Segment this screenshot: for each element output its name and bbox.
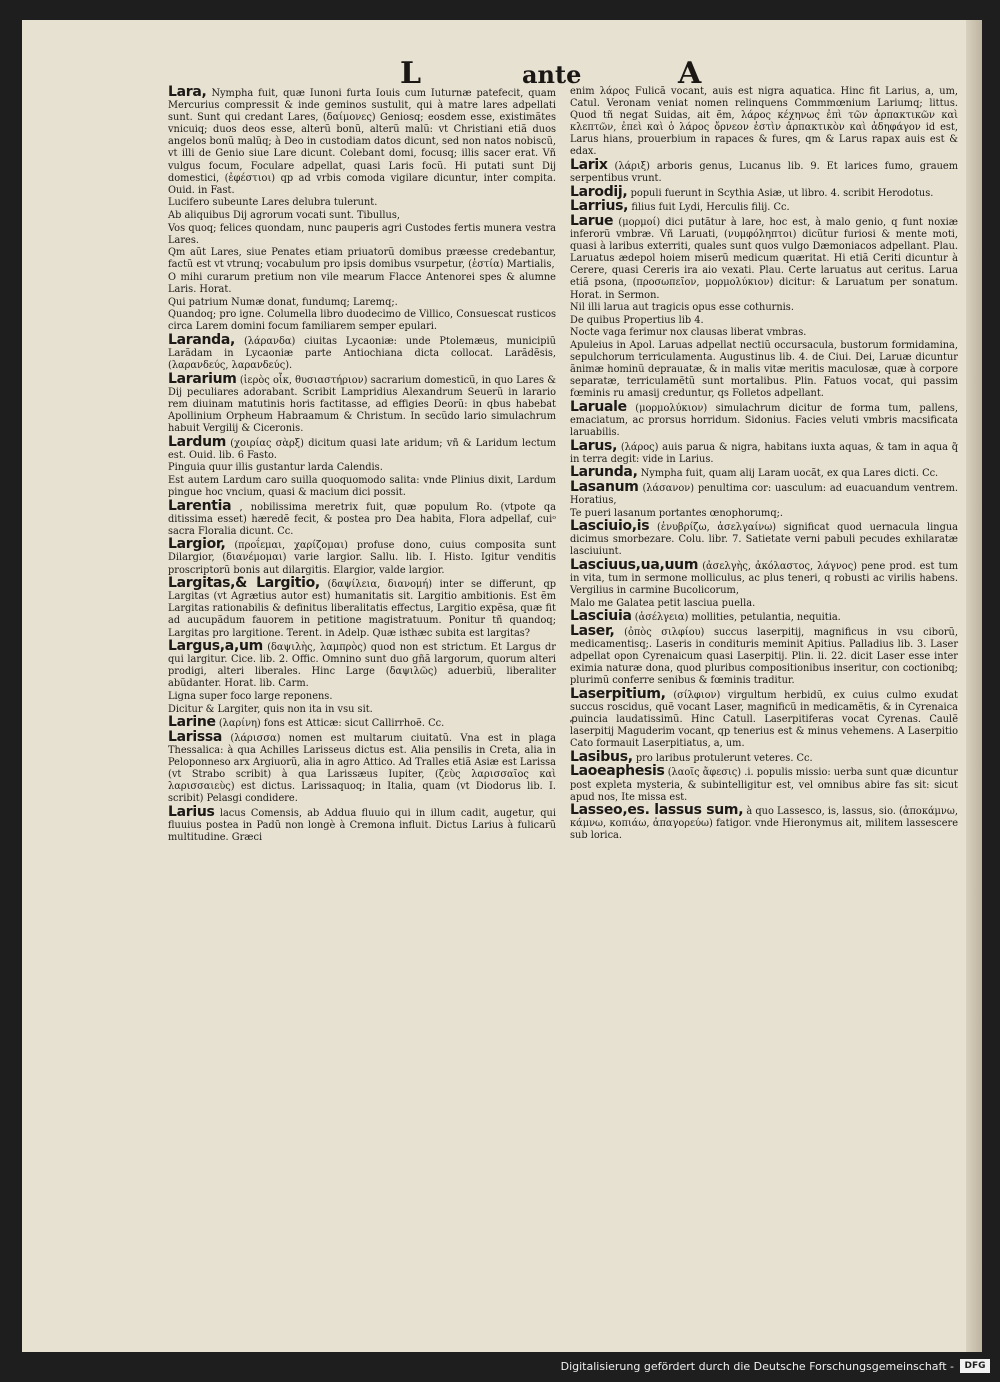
dictionary-entry: [168, 86, 556, 197]
entry-headword: Larius: [168, 803, 215, 820]
entry-headword: Lasciuia: [570, 608, 632, 625]
entry-headword: Largior,: [168, 536, 226, 553]
running-head-center: ante: [522, 60, 582, 89]
dfg-logo: DFG: [960, 1359, 990, 1373]
entry-headword: Lararium: [168, 370, 237, 387]
dictionary-entry: [570, 315, 958, 327]
entry-text: O mihi curarum pretium non vile mearum Flacce Antenorei spes & alumne Laris. Horat.: [168, 271, 556, 295]
entry-headword: Larodij,: [570, 183, 628, 200]
entry-text: Qm aũt Lares, siue Penates etiam priuatorũ domibus præesse credebantur, factũ est vt vtrunq; vocabulum pro ipsis domibus vsurpetur, (ἑστία) Martialis,: [168, 247, 556, 271]
footer-credit: Digitalisierung gefördert durch die Deutsche Forschungsgemeinschaft -: [560, 1360, 954, 1373]
entry-headword: Lardum: [168, 433, 227, 450]
dictionary-entry: [168, 716, 556, 730]
dictionary-entry: [168, 247, 556, 271]
entry-text: (ἐνυβρίζω, ἀσελγαίνω) significat quod uernacula lingua dicimus smorbezare. Colu. libr. 7. Satietate verni pabuli pecudes exhilaratæ lasciuiunt.: [570, 522, 958, 558]
dictionary-entry: [168, 197, 556, 209]
dictionary-entry: [570, 804, 958, 842]
entry-text: (δαψιλὴς, λαμπρὸς) quod non est strictum. Et Largus dr qui largitur. Cice. lib. 2. Offic. Omnino sunt duo gñã largorum, quorum alteri prodigi, alteri liberales. Hinc Large (δαψιλῶς) aduerbiũ, liberaliter abũdanter. Horat. lib. Carm.: [168, 642, 556, 690]
entry-text: Qui patrium Numæ donat, fundumq; Laremq;.: [168, 296, 398, 308]
entry-text: Nocte vaga ferimur nox clausas liberat vmbras.: [570, 327, 807, 339]
dictionary-entry: [168, 462, 556, 474]
entry-text: Ligna super foco large reponens.: [168, 691, 333, 702]
entry-text: , nobilissima meretrix fuit, quæ populum Ro. (vtpote qa ditissima esset) hæredẽ fecit, & postea pro Dea habita, Flora adpellaf, cuiᵒ sacra Floralia dicunt. Cc.: [168, 501, 556, 537]
dictionary-entry: [168, 497, 556, 538]
entry-text: Ab aliquibus Dij agrorum vocati sunt. Tibullus,: [168, 209, 400, 221]
dictionary-entry: [570, 212, 958, 302]
running-head-right: A: [678, 56, 702, 91]
dictionary-entry: [570, 86, 958, 159]
entry-headword: Lasibus,: [570, 748, 633, 765]
dictionary-entry: [168, 728, 557, 806]
entry-headword: Lasciuus,ua,uum: [570, 556, 699, 573]
dictionary-entry: [168, 538, 556, 576]
entry-headword: Larunda,: [570, 464, 638, 481]
dictionary-entry: [570, 327, 958, 339]
dictionary-entry: [570, 159, 958, 185]
entry-text: Te pueri lasanum portantes œnophorumq;.: [570, 507, 784, 519]
entry-text: Dicitur & Largiter, quis non ita in vsu sit.: [168, 703, 373, 715]
entry-text: Nil illi larua aut tragicis opus esse cothurnis.: [570, 302, 794, 314]
entry-text: (λάρανδα) ciuitas Lycaoniæ: unde Ptolemæus, municipiũ Larãdam in Lycaoniæ parte Antiochiana dicta collocat. Larãdẽsis, (λαρανδεύς, λαρανδεύς).: [168, 335, 556, 372]
right-column: [570, 86, 958, 843]
entry-text: populi fuerunt in Scythia Asiæ, ut libro. 4. scribit Herodotus.: [630, 187, 934, 199]
entry-headword: Laranda,: [168, 331, 236, 348]
dictionary-entry: [168, 704, 556, 716]
entry-text: pro laribus protulerunt veteres. Cc.: [635, 752, 813, 764]
dictionary-entry: [168, 272, 556, 296]
entry-headword: Larissa: [168, 728, 223, 745]
entry-text: (λαρίνη) fons est Atticæ: sicut Callirrhoẽ. Cc.: [218, 718, 445, 730]
dictionary-entry: [570, 398, 958, 439]
entry-text: à quo Lassesco, is, lassus, sio. (ἀποκάμνω, κάμνω, κοπιάω, ἀπαγορεύω) fatigor. vnde Hieronymus ait, militem lassescere sub lorica.: [570, 806, 958, 842]
entry-text: (λάσανον) penultima cor: uasculum: ad euacuandum ventrem. Horatius,: [570, 482, 958, 506]
entry-text: enim λάρος Fulicã vocant, auis est nigra aquatica. Hinc fit Larius, a, um, Catul. Veronam veniat nomen relinquens Commmœnium Lariumq; littus. Quod tñ negat Suidas, ait ẽm, λάρος κέχηνως ἐπὶ τῶν ἁρπακτικῶν καὶ κλεπτῶν, ἐπεὶ καὶ ὁ λάρος ὄρνεον ἐστὶν ἁρπακτικὸν καὶ ἀδηφάγον id est, Larus hians, prouerbium in rapaces & fures, qm & Larus rapax auis est & edax.: [570, 86, 958, 158]
entry-text: lacus Comensis, ab Addua fluuio qui in illum cadit, augetur, qui fluuius postea in Padũ non longè à Cremona influit. Dictus Larius à fulicarũ multitudine. Græci: [168, 807, 556, 844]
entry-text: Nympha fuit, quam alij Laram uocãt, ex qua Lares dicti. Cc.: [640, 468, 939, 480]
dictionary-entry: [168, 433, 556, 462]
dictionary-entry: [570, 302, 958, 314]
entry-text: (ἱερὸς οἶκ, θυσιαστήριον) sacrarium domesticũ, in quo Lares & Dij peculiares adorabant. Scribit Lampridius Alexandrum Seuerũ in larario rem diuinam matutinis horis factitasse, ad effigies Deorũ: in qbus habebat Apollinium Orpheum Habraamum & Christum. In secũdo lario simulachrum habuit Vergilij & Ciceronis.: [168, 374, 556, 435]
entry-headword: Largus,a,um: [168, 638, 263, 655]
entry-headword: Larine: [168, 714, 216, 731]
book-page: [22, 20, 982, 1352]
entry-text: Pinguia quur illis gustantur larda Calendis.: [168, 462, 383, 474]
dictionary-entry: [168, 691, 556, 703]
entry-text: (λαοῖς ἄφεσις) .i. populis missio: uerba sunt quæ dicuntur post expleta mysteria, & subintelligitur est, vel omnibus abire fas sit: sicut apud nos, Ite missa est.: [570, 767, 958, 803]
entry-text: Apuleius in Apol. Laruas adpellat nectiũ occursacula, bustorum formidamina, sepulchorum terriculamenta. Augustinus lib. 4. de Ciui. Dei, Laruæ dicuntur ãnimæ hominũ deprauatæ, & in malis vitæ meritis maculosæ, quæ à corpore separatæ, terriculamẽtũ sunt mortalibus. Plin. Fatuos vocat, qui passim fœminis ru amasij creduntur, qs Folletos adpellant.: [570, 339, 958, 400]
dictionary-entry: [168, 577, 556, 639]
entry-headword: Laser,: [570, 622, 615, 639]
entry-headword: Larentia: [168, 497, 232, 514]
dictionary-entry: [168, 475, 556, 499]
entry-text: Malo me Galatea petit lasciua puella.: [570, 597, 756, 609]
dictionary-entry: [570, 437, 958, 466]
left-column: [168, 86, 556, 845]
entry-text: (ὀπὸς σιλφίου) succus laserpitij, magnificus in vsu ciborũ, medicamentisq;. Laseris in condituris meminit Apitius. Palladius lib. 3. Laser adpellat opon Cyrenaicum quasi Laserpitij. Plin. li. 22. dicit Laser esse inter eximia naturæ dona, quod pluribus compositionibus inseritur, con coctionibq; plurimũ conferre senibus & fœminis traditur.: [570, 626, 958, 687]
entry-text: (προΐεμαι, χαρίζομαι) profuse dono, cuius composita sunt Dilargior, (διανέμομαι) varie largior. Sallu. lib. I. Histo. Igitur venditis proscriptorũ bonis aut dilargitis. Elargior, valde largior.: [168, 540, 556, 576]
entry-text: (λάρος) auis parua & nigra, habitans iuxta aquas, & tam in aqua q̃ in terra degit: vide in Larius.: [570, 441, 958, 465]
dictionary-entry: [570, 478, 958, 507]
dictionary-entry: [168, 331, 556, 372]
dictionary-entry: [570, 556, 958, 597]
dictionary-entry: [570, 685, 958, 750]
dictionary-entry: [570, 610, 958, 624]
running-head-left: L: [400, 56, 422, 91]
entry-text: filius fuit Lydi, Herculis filij. Cc.: [631, 202, 790, 214]
entry-headword: Laserpitium,: [570, 685, 666, 702]
entry-text: Est autem Lardum caro suilla quoquomodo salita: vnde Plinius dixit, Lardum pingue hoc vncium, quasi & macium dici possit.: [168, 474, 556, 498]
entry-headword: Largitas,& Largitio,: [168, 575, 320, 592]
entry-text: Vos quoq; felices quondam, nunc pauperis agri Custodes fertis munera vestra Lares.: [168, 222, 556, 246]
entry-text: (ἀσελγὴς, ἀκόλαστος, λάγνος) pene prod. est tum in vita, tum in sermone molliculus, ac plus teneri, q robusti ac virilis habens. Vergilius in carmine Bucolicorum,: [570, 560, 958, 597]
dictionary-entry: [168, 210, 556, 222]
dictionary-entry: [168, 640, 556, 690]
entry-text: (μορμοί) dici putãtur à lare, hoc est, à malo genio, q funt noxiæ inferorũ vmbræ. Vñ Laruati, (νυμφόληπτοι) dicũtur furiosi & mente moti, quasi à laribus exterriti, quales sunt quos vulgo Dæmoniacos adpellant. Plau. Laruatus ædepol hoiem miserũ medicum quæritat. Hi etiã Ceriti dicuntur à Cerere, quasi Cereris ira aio vexati. Plau. Certe laruatus aut ceritus. Larua etiã psona, (προσωπεῖον, μορμολύκιον) dicitur: & Laruatum per sonatum. Horat. in Sermon.: [570, 216, 958, 301]
dictionary-entry: [570, 340, 958, 400]
entry-headword: Lara,: [168, 84, 207, 100]
entry-headword: Lasanum: [570, 478, 639, 495]
dictionary-entry: [168, 370, 556, 435]
entry-headword: Lasseo,es. lassus sum,: [570, 802, 744, 819]
dictionary-entry: [570, 765, 958, 803]
dictionary-entry: [570, 520, 958, 558]
entry-text: (δαψίλεια, διανομή) inter se differunt, qp Largitas (vt Agrætius autor est) humanitatis sit. Largitio ambitionis. Est ẽm Largitas rationabilis & definitus liberalitatis effectus, Largitio expẽsa, quæ fit ad aucupãdum fauorem in petitione magistratuum. Ponitur tñ quandoq; Largitas pro largitione. Terent. in Adelp. Quæ isthæc subita est largitas?: [168, 579, 556, 639]
entry-text: Nympha fuit, quæ Iunoni furta Iouis cum Iuturnæ patefecit, quam Mercurius compressit & inde geminos sustulit, qui à matre lares adpellati sunt. Sunt qui credant Lares, (δαίμονες) Geniosq; eosdem esse, existimãtes vnicuiq; duos deos esse, alterũ bonũ, alterũ malũ: vt Christiani etiã duos angelos bonũ malũq; à Deo in custodiam datos dicunt, sed non natos nobiscũ, vt illi de Genio siue Lare dicunt. Colebant domi, focusq; illis sacer erat. Vñ vulgus focum, Foculare adpellat, quasi Laris focũ. Hi putati sunt Dij domestici, (ἐφέστιοι) qp ad vrbis comoda vigilare dicuntur, inter compita. Ouid. in Fast.: [168, 88, 556, 196]
dictionary-entry: [168, 223, 556, 247]
dictionary-entry: [168, 803, 556, 844]
entry-headword: Larix: [570, 157, 608, 174]
dictionary-entry: [168, 309, 556, 333]
entry-headword: Laruale: [570, 398, 627, 415]
entry-text: De quibus Propertius lib 4.: [570, 314, 704, 326]
entry-text: (σίλφιον) virgultum herbidũ, ex cuius culmo exudat succus roscidus, quẽ vocant Laser, magnificũ in medicamẽtis, & in Cyrenaica ꝓuincia laudatissimũ. Hinc Catull. Laserpitiferas vocat Cyrenas. Caulẽ laserpitij Maguderim vocant, qp tenerius est & minus vehemens. A Laserpitio Cato formauit Laserpitiatus, a, um.: [570, 689, 958, 750]
page-edge: [966, 20, 982, 1352]
entry-text: Quandoq; pro igne. Columella libro duodecimo de Villico, Consuescat rusticos circa Larem domini focum familiarem semper epulari.: [168, 309, 556, 333]
entry-text: Lucifero subeunte Lares delubra tulerunt.: [168, 197, 378, 209]
dictionary-entry: [570, 622, 958, 687]
entry-headword: Larus,: [570, 437, 618, 454]
entry-text: (λάρισσα) nomen est multarum ciuitatũ. Vna est in plaga Thessalica: à qua Achilles Larisseus dictus est. Alia pensilis in Creta, alia in Peloponneso arx Argiuorũ, alia in agro Attico. Ad Tralles etiã Asiæ est Larissa (vt Strabo scribit) à qua Larissæus Iupiter, (ζεὺς λαρισσαῖος καὶ λαρισσαιεὺς) est dictus. Larissaquoq; in Italia, quam (vt Diodorus lib. I. scribit) Pelasgi condidere.: [168, 732, 557, 805]
entry-headword: Lasciuio,is: [570, 518, 650, 535]
footer-bar: [0, 1352, 1000, 1382]
entry-text: (ἀσέλγεια) mollities, petulantia, nequitia.: [634, 612, 841, 624]
dictionary-entry: [168, 297, 556, 309]
entry-text: (μορμολύκιον) simulachrum dicitur de forma tum, pallens, emaciatum, ac prorsus horridum. Sidonius. Facies veluti vmbris macsificata laruabilis.: [570, 402, 958, 439]
dictionary-entry: [570, 200, 958, 214]
entry-text: (χοιρίας σὰρξ) dicitum quasi late aridum; vñ & Laridum lectum est. Ouid. lib. 6 Fasto.: [168, 437, 556, 461]
entry-headword: Larue: [570, 212, 614, 229]
entry-headword: Laoeaphesis: [570, 763, 665, 780]
entry-text: (λάριξ) arboris genus, Lucanus lib. 9. Et larices fumo, grauem serpentibus vrunt.: [570, 161, 958, 185]
entry-headword: Larrius,: [570, 198, 629, 215]
